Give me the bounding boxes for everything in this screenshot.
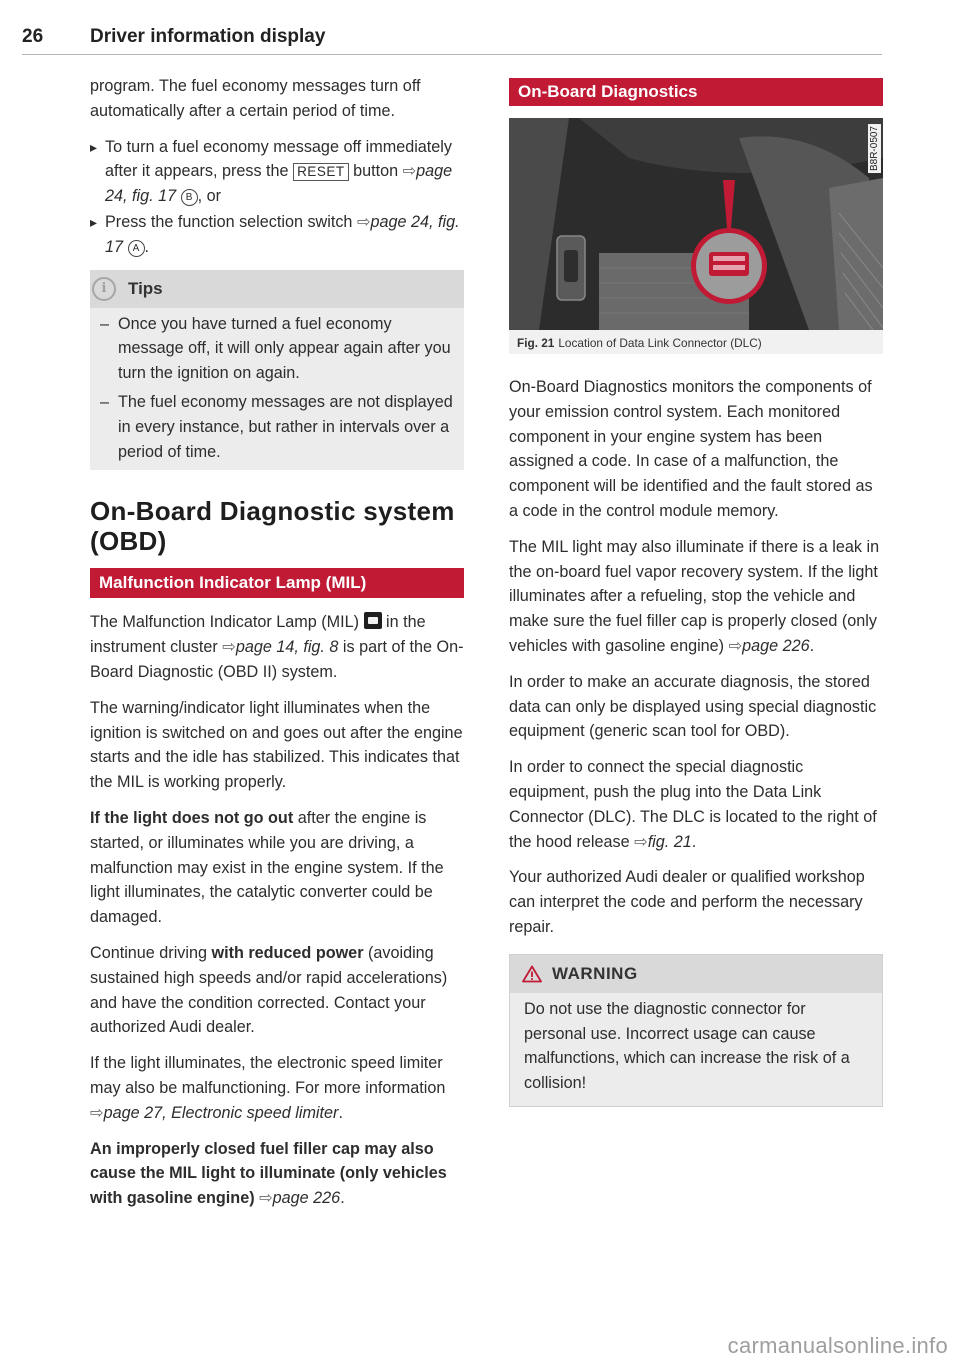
arrow-icon: ⇨ — [356, 212, 371, 231]
tips-title: Tips — [128, 278, 163, 298]
page-reference-link[interactable]: page 24, fig. 17 — [105, 212, 460, 256]
bullet-text: , or — [197, 187, 221, 206]
info-icon: i — [92, 277, 116, 301]
paragraph-text: is part of the On-Board Diagnostic (OBD II) system. — [90, 638, 464, 681]
figure-caption-text: Location of Data Link Connector (DLC) — [558, 336, 762, 350]
paragraph-text: If the light illuminates, the electronic speed limiter may also be malfunctioning. For more information — [90, 1054, 446, 1097]
bullet-text: button — [348, 162, 403, 181]
figure-caption — [509, 330, 883, 354]
page-reference-link[interactable]: page 27, Electronic speed limiter — [103, 1103, 339, 1122]
bullet-text: . — [144, 237, 150, 256]
page-reference-link[interactable]: page 14, fig. 8 — [235, 638, 339, 657]
bullet-text: Press the function selection switch — [105, 212, 357, 231]
bullet-reset — [90, 135, 464, 209]
arrow-icon: ⇨ — [402, 162, 417, 181]
engine-warning-icon — [364, 612, 382, 629]
paragraph-text: . — [340, 1189, 345, 1208]
arrow-icon: ⇨ — [90, 1103, 104, 1122]
page-number: 26 — [22, 26, 44, 47]
diagnosis-paragraph: In order to make an accurate diagnosis, the stored data can only be displayed using special diagnostic equipment (generic scan tool for OBD). — [509, 672, 877, 741]
light-not-out-paragraph — [90, 806, 464, 930]
paragraph-text: In order to connect the special diagnostic equipment, push the plug into the Data Link Connector (DLC). The DLC is located to the right of the hood release — [509, 758, 877, 851]
paragraph-text: . — [691, 832, 697, 851]
vapor-leak-paragraph — [509, 535, 883, 659]
arrow-icon: ⇨ — [259, 1189, 273, 1208]
bold-text: with reduced power — [211, 943, 364, 962]
figure-label: Fig. 21 — [517, 336, 555, 350]
figure-reference-link[interactable]: fig. 21 — [647, 832, 692, 851]
section-title: Driver information display — [90, 26, 326, 47]
paragraph-text: . — [338, 1103, 343, 1122]
paragraph-text: (avoiding sustained high speeds and/or rapid accelerations) and have the condition corrected. Contact your authorized Audi dealer. — [90, 943, 448, 1037]
paragraph-text: Continue driving — [90, 943, 212, 962]
figure-code: B8R-0507 — [869, 126, 880, 172]
arrow-icon: ⇨ — [222, 638, 236, 657]
warning-header — [510, 955, 882, 993]
speed-limiter-paragraph — [90, 1051, 464, 1125]
obd-section-bar: On-Board Diagnostics — [509, 78, 883, 106]
dlc-location-illustration — [509, 118, 883, 330]
tips-item: – The fuel economy messages are not displayed in every instance, but rather in intervals over a period of time. — [100, 392, 453, 461]
warning-box — [509, 954, 883, 1107]
bullet-text: To turn a fuel economy message off immediately after it appears, press the — [105, 137, 453, 181]
arrow-icon: ⇨ — [728, 636, 743, 655]
bold-text: An improperly closed fuel filler cap may also cause the MIL light to illuminate (only vehicles with gasoline engine) — [90, 1139, 447, 1208]
reduced-power-paragraph — [90, 941, 464, 1040]
page-reference-link[interactable]: page 24, fig. 17 — [105, 162, 453, 206]
fuel-cap-paragraph — [90, 1137, 464, 1211]
mil-paragraph — [90, 610, 464, 684]
page-reference-link[interactable]: page 226 — [742, 636, 810, 655]
paragraph-text: in the instrument cluster — [90, 613, 426, 657]
dealer-paragraph: Your authorized Audi dealer or qualified workshop can interpret the code and perform the necessary repair. — [509, 868, 865, 936]
warning-title: WARNING — [552, 963, 638, 983]
bold-text: If the light does not go out — [90, 808, 294, 827]
figure-21 — [509, 118, 883, 354]
paragraph-text: The MIL light may also illuminate if there is a leak in the on-board fuel vapor recovery system. If the light illuminates after a refueling, stop the vehicle and make sure the fuel filler cap is properly closed (only vehicles with gasoline engine) — [509, 537, 880, 655]
paragraph-text: . — [809, 636, 815, 655]
dlc-illustration-svg — [509, 118, 883, 330]
circled-letter-icon: B — [181, 189, 198, 206]
page-reference-link[interactable]: page 226 — [272, 1189, 341, 1208]
page-header — [22, 24, 882, 55]
tips-box — [90, 270, 464, 471]
paragraph-text: after the engine is started, or illuminates while you are driving, a malfunction may exist in the engine system. If the light illuminates, the catalytic converter could be damaged. — [90, 808, 444, 927]
obd-monitoring-paragraph: On-Board Diagnostics monitors the components of your emission control system. Each monitored component in your engine system has been assigned a code. In case of a malfunction, the component will be identified and the fault stored as a code in the control module memory. — [509, 378, 873, 520]
tips-item-text: Once you have turned a fuel economy message off, it will only appear again after you turn the ignition on again. — [118, 314, 451, 383]
warning-text: Do not use the diagnostic connector for personal use. Incorrect usage can cause malfunctions, which can increase the risk of a collision! — [510, 993, 882, 1106]
right-column — [509, 78, 883, 1107]
circled-letter-icon: A — [128, 240, 145, 257]
tips-item: – Once you have turned a fuel economy message off, it will only appear again after you turn the ignition on again. — [100, 314, 451, 383]
watermark: carmanualsonline.info — [727, 1333, 948, 1358]
indicator-paragraph: The warning/indicator light illuminates when the ignition is switched on and goes out after the engine starts and the idle has stabilized. This indicates that the MIL is working properly. — [90, 698, 463, 792]
tips-item-text: The fuel economy messages are not displayed in every instance, but rather in intervals over a period of time. — [118, 392, 453, 461]
connect-equipment-paragraph — [509, 755, 883, 854]
reset-key-label: RESET — [293, 163, 349, 181]
tips-header — [90, 270, 464, 308]
arrow-icon: ⇨ — [634, 832, 648, 851]
obd-heading: On-Board Diagnostic system (OBD) — [90, 496, 455, 557]
paragraph-text: The Malfunction Indicator Lamp (MIL) — [90, 613, 364, 632]
warning-triangle-icon — [522, 965, 542, 983]
left-column — [90, 74, 464, 1211]
mil-subheading: Malfunction Indicator Lamp (MIL) — [90, 568, 464, 598]
intro-paragraph: program. The fuel economy messages turn off automatically after a certain period of time. — [90, 77, 421, 120]
bullet-function-switch — [90, 210, 464, 260]
